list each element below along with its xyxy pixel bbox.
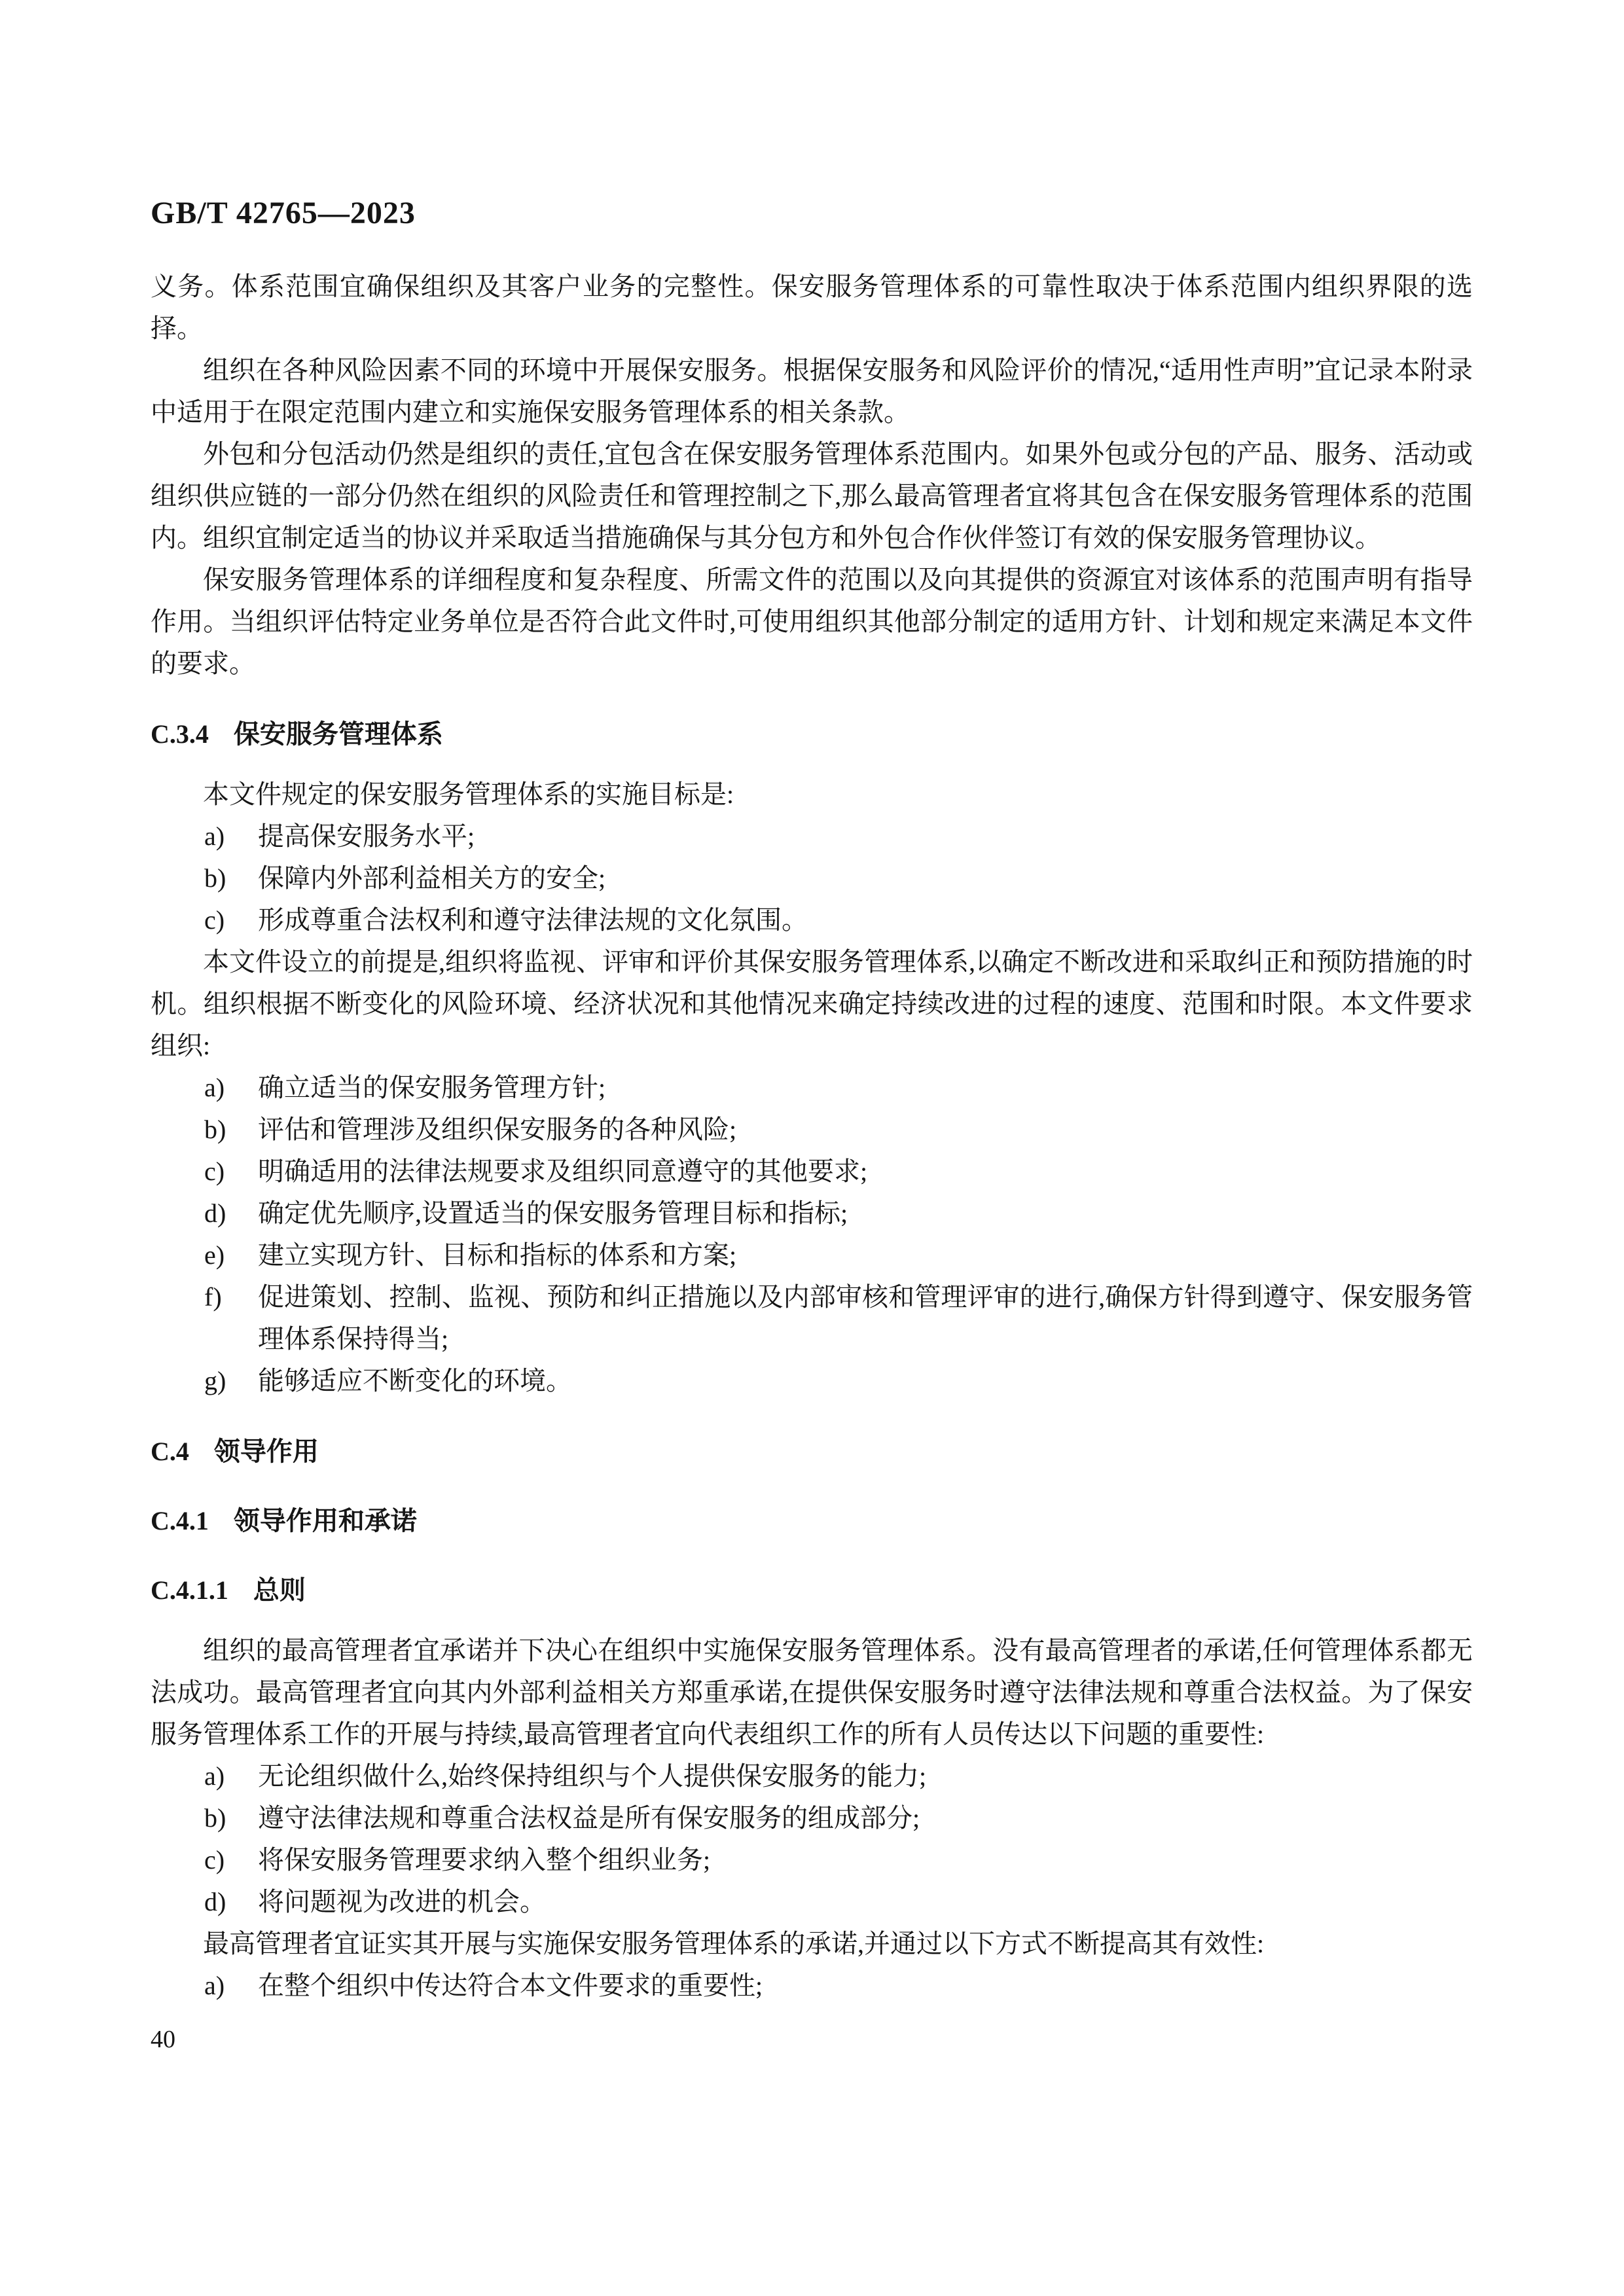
paragraph-goals-intro: 本文件规定的保安服务管理体系的实施目标是:	[203, 780, 734, 809]
list-item-label: d)	[204, 1887, 226, 1916]
list-item-label: a)	[204, 1073, 225, 1102]
list-item-label: c)	[204, 1157, 225, 1186]
requirements-list	[151, 1067, 1473, 1402]
heading-number: C.4	[151, 1437, 189, 1466]
paragraph-scope-continuation: 义务。体系范围宜确保组织及其客户业务的完整性。保安服务管理体系的可靠性取决于体系范围内组织界限的选择。	[151, 272, 1473, 343]
heading-title: 保安服务管理体系	[233, 720, 443, 749]
paragraph-effectiveness-intro: 最高管理者宜证实其开展与实施保安服务管理体系的承诺,并通过以下方式不断提高其有效性:	[203, 1929, 1265, 1958]
list-item-label: b)	[204, 1803, 226, 1833]
list-item-label: b)	[204, 1115, 226, 1144]
heading-c-3-4	[151, 715, 1473, 754]
effectiveness-list	[151, 1965, 1473, 2007]
list-item-text: 将保安服务管理要求纳入整个组织业务;	[258, 1845, 711, 1874]
list-item-label: c)	[204, 905, 225, 935]
heading-title: 领导作用和承诺	[233, 1507, 417, 1535]
list-item-text: 评估和管理涉及组织保安服务的各种风险;	[258, 1115, 737, 1144]
list-item-label: a)	[204, 1761, 225, 1791]
list-item-text: 遵守法律法规和尊重合法权益是所有保安服务的组成部分;	[258, 1803, 920, 1833]
list-item	[151, 1109, 1473, 1151]
heading-c-4	[151, 1432, 1473, 1471]
heading-title: 总则	[253, 1576, 306, 1605]
list-item-text: 促进策划、控制、监视、预防和纠正措施以及内部审核和管理评审的进行,确保方针得到遵守、保安服务管理体系保持得当;	[258, 1282, 1473, 1354]
list-item	[151, 816, 1473, 857]
list-item	[151, 1276, 1473, 1360]
list-item	[151, 1234, 1473, 1276]
importance-list	[151, 1755, 1473, 1923]
heading-title: 领导作用	[213, 1437, 319, 1466]
goals-list	[151, 816, 1473, 941]
heading-c-4-1	[151, 1501, 1473, 1541]
list-item-label: g)	[204, 1366, 226, 1395]
list-item-text: 建立实现方针、目标和指标的体系和方案;	[258, 1240, 737, 1270]
paragraph-premise: 本文件设立的前提是,组织将监视、评审和评价其保安服务管理体系,以确定不断改进和采取纠正和预防措施的时机。组织根据不断变化的风险环境、经济状况和其他情况来确定持续改进的过程的速度、范围和时限。本文件要求组织:	[151, 947, 1473, 1060]
list-item	[151, 857, 1473, 899]
list-item-text: 确定优先顺序,设置适当的保安服务管理目标和指标;	[258, 1198, 848, 1228]
paragraph-outsourcing: 外包和分包活动仍然是组织的责任,宜包含在保安服务管理体系范围内。如果外包或分包的产品、服务、活动或组织供应链的一部分仍然在组织的风险责任和管理控制之下,那么最高管理者宜将其包含在保安服务管理体系的范围内。组织宜制定适当的协议并采取适当措施确保与其分包方和外包合作伙伴签订有效的保安服务管理协议。	[151, 439, 1473, 552]
list-item-label: d)	[204, 1198, 226, 1228]
paragraph-risk-environment: 组织在各种风险因素不同的环境中开展保安服务。根据保安服务和风险评价的情况,“适用性声明”宜记录本附录中适用于在限定范围内建立和实施保安服务管理体系的相关条款。	[151, 355, 1473, 427]
list-item-label: a)	[204, 821, 225, 851]
list-item	[151, 1755, 1473, 1797]
list-item	[151, 1839, 1473, 1881]
standard-number: GB/T 42765—2023	[151, 196, 416, 230]
list-item-label: c)	[204, 1845, 225, 1874]
list-item	[151, 1360, 1473, 1402]
heading-number: C.4.1	[151, 1506, 209, 1535]
list-item	[151, 1965, 1473, 2007]
list-item-text: 将问题视为改进的机会。	[258, 1887, 546, 1916]
heading-number: C.3.4	[151, 719, 209, 749]
list-item	[151, 1797, 1473, 1839]
list-item-label: a)	[204, 1971, 225, 2000]
list-item-label: f)	[204, 1282, 222, 1312]
list-item	[151, 1067, 1473, 1109]
list-item-label: b)	[204, 863, 226, 893]
list-item-text: 明确适用的法律法规要求及组织同意遵守的其他要求;	[258, 1157, 868, 1186]
list-item	[151, 1193, 1473, 1234]
page-number: 40	[151, 2026, 175, 2053]
paragraph-top-management-commitment: 组织的最高管理者宜承诺并下决心在组织中实施保安服务管理体系。没有最高管理者的承诺,任何管理体系都无法成功。最高管理者宜向其内外部利益相关方郑重承诺,在提供保安服务时遵守法律法规和尊重合法权益。为了保安服务管理体系工作的开展与持续,最高管理者宜向代表组织工作的所有人员传达以下问题的重要性:	[151, 1636, 1473, 1749]
list-item-text: 形成尊重合法权利和遵守法律法规的文化氛围。	[258, 905, 808, 935]
list-item-text: 提高保安服务水平;	[258, 821, 475, 851]
list-item-text: 无论组织做什么,始终保持组织与个人提供保安服务的能力;	[258, 1761, 927, 1791]
list-item-text: 确立适当的保安服务管理方针;	[258, 1073, 606, 1102]
list-item	[151, 1151, 1473, 1193]
paragraph-system-detail: 保安服务管理体系的详细程度和复杂程度、所需文件的范围以及向其提供的资源宜对该体系的范围声明有指导作用。当组织评估特定业务单位是否符合此文件时,可使用组织其他部分制定的适用方针、计划和规定来满足本文件的要求。	[151, 565, 1473, 678]
heading-c-4-1-1	[151, 1571, 1473, 1610]
list-item-text: 保障内外部利益相关方的安全;	[258, 863, 606, 893]
list-item-text: 能够适应不断变化的环境。	[258, 1366, 572, 1395]
list-item-text: 在整个组织中传达符合本文件要求的重要性;	[258, 1971, 763, 2000]
list-item-label: e)	[204, 1240, 225, 1270]
list-item	[151, 1881, 1473, 1923]
heading-number: C.4.1.1	[151, 1575, 228, 1605]
list-item	[151, 899, 1473, 941]
